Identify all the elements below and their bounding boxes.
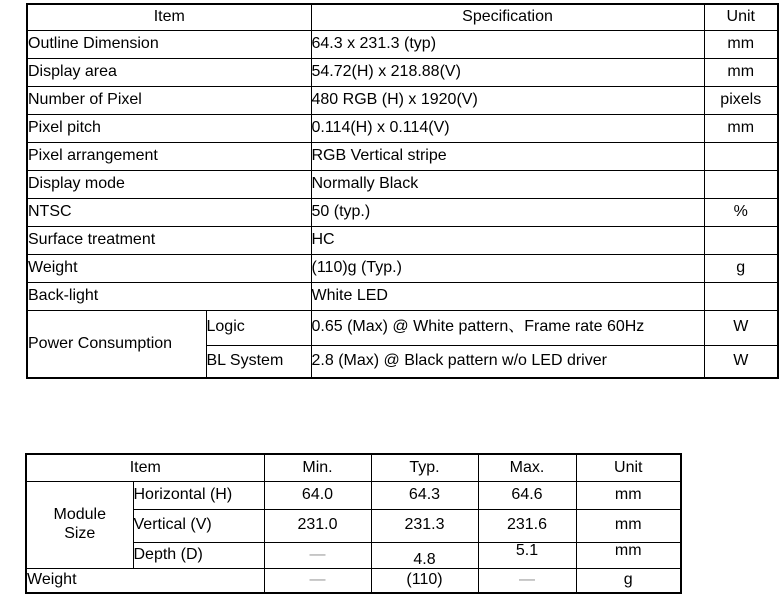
table-row	[27, 142, 778, 170]
unit-cell	[576, 542, 681, 568]
table-row	[27, 86, 778, 114]
column-header-specification: Specification	[311, 4, 704, 30]
dimension-header-row	[26, 454, 681, 481]
unit-cell: mm	[704, 114, 778, 142]
spec-header-row	[27, 4, 778, 30]
item-cell: Pixel pitch	[27, 114, 311, 142]
spec-cell: White LED	[311, 282, 704, 310]
table-row	[27, 198, 778, 226]
unit-cell: W	[704, 310, 778, 345]
dash-placeholder: —	[519, 571, 535, 589]
column-header-typ: Typ.	[371, 454, 478, 481]
table-row	[27, 226, 778, 254]
item-cell: Back-light	[27, 282, 311, 310]
spec-cell: 54.72(H) x 218.88(V)	[311, 58, 704, 86]
spec-table	[26, 3, 779, 379]
table-row	[27, 254, 778, 282]
unit-cell: g	[704, 254, 778, 282]
item-cell: Pixel arrangement	[27, 142, 311, 170]
item-cell: Number of Pixel	[27, 86, 311, 114]
sub-item-cell: Logic	[206, 310, 311, 345]
column-header-max: Max.	[478, 454, 576, 481]
unit-cell	[704, 226, 778, 254]
min-cell	[264, 542, 371, 568]
column-header-unit: Unit	[704, 4, 778, 30]
unit-cell: mm	[576, 481, 681, 509]
unit-cell	[704, 170, 778, 198]
spec-cell: (110)g (Typ.)	[311, 254, 704, 282]
item-cell: NTSC	[27, 198, 311, 226]
table-row-power-logic	[27, 310, 778, 345]
unit-cell: W	[704, 345, 778, 378]
dash-placeholder: —	[309, 545, 326, 563]
table-row	[27, 30, 778, 58]
unit-cell: mm	[704, 58, 778, 86]
sub-item-cell: BL System	[206, 345, 311, 378]
max-cell: 64.6	[478, 481, 576, 509]
item-cell: Outline Dimension	[27, 30, 311, 58]
depth-typ-value: 4.8	[413, 550, 436, 568]
max-cell	[478, 568, 576, 593]
item-cell-power-consumption: Power Consumption	[27, 310, 206, 378]
item-cell: Surface treatment	[27, 226, 311, 254]
dash-placeholder: —	[309, 571, 326, 589]
table-row	[27, 170, 778, 198]
depth-unit-value: mm	[614, 542, 642, 559]
spec-cell: 2.8 (Max) @ Black pattern w/o LED driver	[311, 345, 704, 378]
column-header-item: Item	[26, 454, 264, 481]
item-cell-module-size	[26, 481, 133, 568]
spec-cell: HC	[311, 226, 704, 254]
spec-cell: 50 (typ.)	[311, 198, 704, 226]
unit-cell: pixels	[704, 86, 778, 114]
typ-cell: 64.3	[371, 481, 478, 509]
table-row-horizontal	[26, 481, 681, 509]
sub-item-cell: Vertical (V)	[133, 509, 264, 542]
typ-cell: 231.3	[371, 509, 478, 542]
module-size-label: Module Size	[53, 506, 106, 542]
unit-cell	[704, 282, 778, 310]
dimension-table	[25, 453, 682, 594]
item-cell: Display area	[27, 58, 311, 86]
unit-cell	[704, 142, 778, 170]
sub-item-cell: Horizontal (H)	[133, 481, 264, 509]
spec-cell: 0.114(H) x 0.114(V)	[311, 114, 704, 142]
table-row-weight	[26, 568, 681, 593]
spec-cell: 0.65 (Max) @ White pattern、Frame rate 60Hz	[311, 310, 704, 345]
table-row	[27, 282, 778, 310]
column-header-unit: Unit	[576, 454, 681, 481]
typ-cell	[371, 542, 478, 568]
spec-cell: RGB Vertical stripe	[311, 142, 704, 170]
unit-cell: mm	[704, 30, 778, 58]
min-cell: 231.0	[264, 509, 371, 542]
table-row	[27, 114, 778, 142]
spec-cell: 64.3 x 231.3 (typ)	[311, 30, 704, 58]
depth-max-value: 5.1	[515, 542, 539, 559]
unit-cell: %	[704, 198, 778, 226]
item-cell-weight: Weight	[26, 568, 264, 593]
spec-cell: Normally Black	[311, 170, 704, 198]
max-cell	[478, 542, 576, 568]
column-header-item: Item	[27, 4, 311, 30]
unit-cell: g	[576, 568, 681, 593]
table-row	[27, 58, 778, 86]
max-cell: 231.6	[478, 509, 576, 542]
unit-cell: mm	[576, 509, 681, 542]
min-cell: 64.0	[264, 481, 371, 509]
column-header-min: Min.	[264, 454, 371, 481]
item-cell: Weight	[27, 254, 311, 282]
min-cell	[264, 568, 371, 593]
spec-cell: 480 RGB (H) x 1920(V)	[311, 86, 704, 114]
typ-cell: (110)	[371, 568, 478, 593]
sub-item-cell: Depth (D)	[133, 542, 264, 568]
item-cell: Display mode	[27, 170, 311, 198]
